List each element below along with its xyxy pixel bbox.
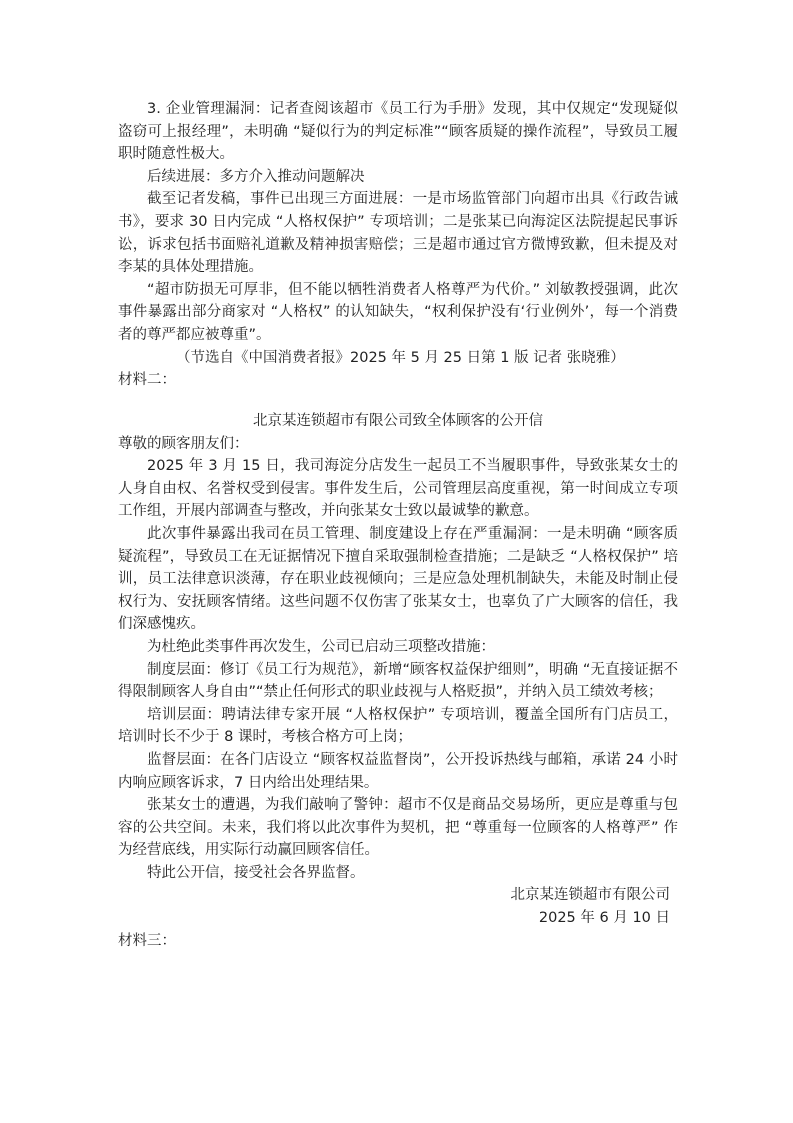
letter-paragraph-supervision-level: 监督层面：在各门店设立 “顾客权益监督岗”，公开投诉热线与邮箱，承诺 24 小时内响应顾客诉求，7 日内给出处理结果。 xyxy=(118,751,678,791)
letter-greeting: 尊敬的顾客朋友们： xyxy=(118,435,249,452)
section-heading-follow-up: 后续进展：多方介入推动问题解决 xyxy=(147,168,365,185)
paragraph-professor-quote: “超市防损无可厚非，但不能以牺牲消费者人格尊严为代价。” 刘敏教授强调，此次事件暴露出部分商家对 “人格权” 的认知缺失，“权利保护没有‘行业例外’，每一个消费者的尊严都应被尊重”。 xyxy=(118,281,678,343)
news-excerpt xyxy=(118,98,678,392)
letter-paragraph-measures-intro: 为杜绝此类事件再次发生，公司已启动三项整改措施： xyxy=(147,638,495,655)
letter-signature: 北京某连锁超市有限公司 xyxy=(510,887,670,904)
letter-paragraph-loopholes: 此次事件暴露出我司在员工管理、制度建设上存在严重漏洞：一是未明确 “顾客质疑流程”，导致员工在无证据情况下擅自采取强制检查措施；二是缺乏 “人格权保护” 培训，员工法律意识淡薄，存在职业歧视倾向；三是应急处理机制缺失，未能及时制止侵权行为、安抚顾客情绪。这些问题不仅伤害了张某女士，也辜负了广大顾客的信任，我们深感愧疚。 xyxy=(118,525,678,633)
open-letter xyxy=(118,410,678,952)
letter-date: 2025 年 6 月 10 日 xyxy=(538,910,670,927)
material-two-label: 材料二： xyxy=(118,372,176,389)
letter-title: 北京某连锁超市有限公司致全体顾客的公开信 xyxy=(253,413,543,429)
paragraph-progress: 截至记者发稿，事件已出现三方面进展：一是市场监管部门向超市出具《行政告诫书》，要求 30 日内完成 “人格权保护” 专项培训；二是张某已向海淀区法院提起民事诉讼，诉求包括书面赔礼道歉及精神损害赔偿；三是超市通过官方微博致歉，但未提及对李某的具体处理措施。 xyxy=(118,191,678,276)
source-citation: （节选自《中国消费者报》2025 年 5 月 25 日第 1 版 记者 张晓雅） xyxy=(176,349,625,366)
letter-paragraph-closing: 特此公开信，接受社会各界监督。 xyxy=(147,864,365,881)
material-three-label: 材料三： xyxy=(118,932,176,949)
paragraph-management-loophole: 3. 企业管理漏洞：记者查阅该超市《员工行为手册》发现，其中仅规定“发现疑似盗窃可上报经理”，未明确 “疑似行为的判定标准”“顾客质疑的操作流程”，导致员工履职时随意性极大。 xyxy=(118,101,678,163)
letter-paragraph-commitment: 张某女士的遭遇，为我们敲响了警钟：超市不仅是商品交易场所，更应是尊重与包容的公共空间。未来，我们将以此次事件为契机，把 “尊重每一位顾客的人格尊严” 作为经营底线，用实际行动赢回顾客信任。 xyxy=(118,797,678,859)
letter-paragraph-incident: 2025 年 3 月 15 日，我司海淀分店发生一起员工不当履职事件，导致张某女士的人身自由权、名誉权受到侵害。事件发生后，公司管理层高度重视，第一时间成立专项工作组，开展内部调查与整改，并向张某女士致以最诚挚的歉意。 xyxy=(118,458,678,520)
letter-paragraph-training-level: 培训层面：聘请法律专家开展 “人格权保护” 专项培训，覆盖全国所有门店员工，培训时长不少于 8 课时，考核合格方可上岗； xyxy=(118,706,678,746)
letter-paragraph-system-level: 制度层面：修订《员工行为规范》，新增“顾客权益保护细则”，明确 “无直接证据不得限制顾客人身自由”“禁止任何形式的职业歧视与人格贬损”，并纳入员工绩效考核； xyxy=(118,661,678,701)
